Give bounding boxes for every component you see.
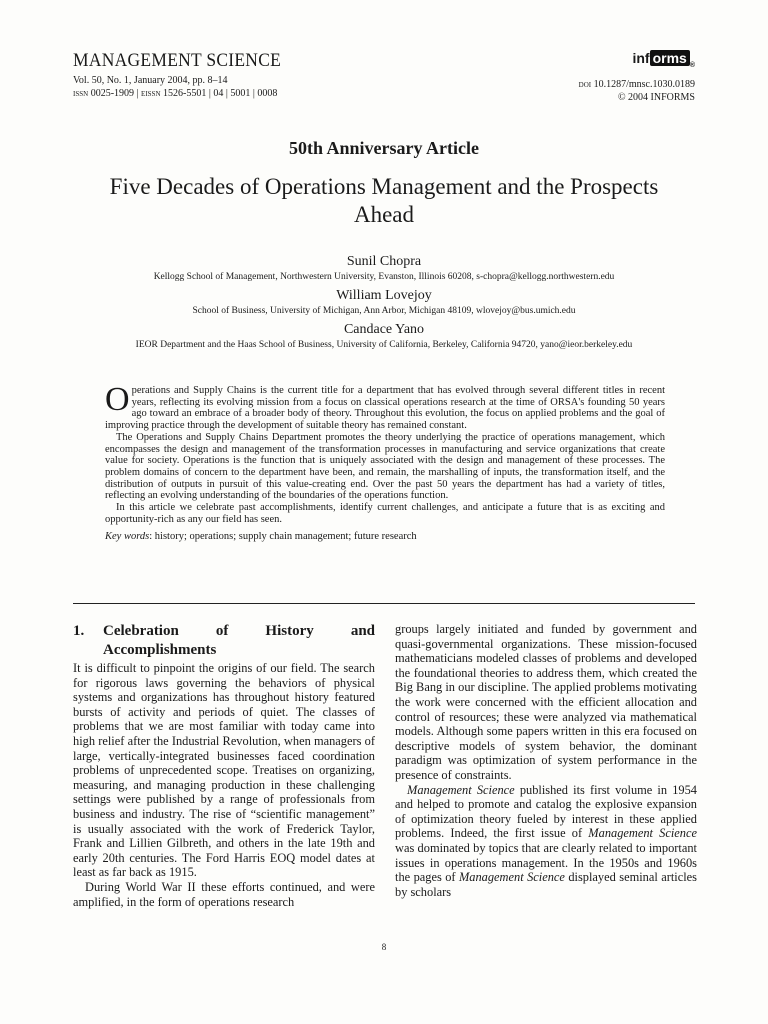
body-column-right [395,622,697,899]
copyright: © 2004 INFORMS [617,92,695,103]
issn-value: 0025-1909 [90,88,135,99]
doi-value: 10.1287/mnsc.1030.0189 [593,79,695,90]
author-name: William Lovejoy [336,288,432,303]
drop-cap: O [105,381,130,418]
logo-left-text: inf [632,50,650,66]
abstract-paragraph: The Operations and Supply Chains Department promotes the theory underlying the practice of operations management, which encompasses the design and management of the transformation processes in manufacturing and service organizations that create value for society. Operations is the function that is uniquely associated with the design and management of these processes. The problem domains of concern to the department have been, and remain, the marshalling of inputs, the transformation itself, and the distribution of outputs in pursuit of this value-creating end. Over the past 50 years the department has had a variety of titles, reflecting an evolving understanding of the boundaries of the operations function. [105,431,665,502]
page-number: 8 [381,942,387,952]
eissn-label: eissn [141,88,161,99]
author-affiliation: Kellogg School of Management, Northwestern University, Evanston, Illinois 60208, s-chopra@kellogg.northwestern.edu [153,272,615,282]
body-paragraph: It is difficult to pinpoint the origins of our field. The search for rigorous laws governing the behaviors of physical systems and organizations has throughout history featured bursts of activity and periods of quiet. The classes of problems that we are most familiar with today came into high relief after the Industrial Revolution, when managers of large, vertically-integrated businesses faced coordination problems of unprecedented scope. Treatises on organizing, measuring, and managing production in these challenging settings were published by a range of professionals from business and industry. The rise of “scientific management” is usually associated with the work of Frederick Taylor, Frank and Lillien Gilbreth, and others in the late 19th and early 20th centuries. The Ford Harris EOQ model dates at least as far back as 1915. [73,661,375,880]
journal-meta [73,74,277,100]
section-title: Celebration of History and Accomplishments [103,623,375,658]
article-title: Five Decades of Operations Management and the Prospects Ahead [109,174,659,227]
issn-label: issn [73,88,89,99]
section-number: 1. [73,623,85,639]
body-paragraph: Management Science published its first volume in 1954 and helped to promote and catalog the explosive expansion of optimization theory fueled by interest in these applied problems. Indeed, the first issue of Management Science was dominated by topics that are clearly related to important issues in operations management. In the 1950s and 1960s the pages of Management Science displayed seminal articles by scholars [395,782,697,899]
issn-line: issn 0025-1909 | eissn 1526-5501 | 04 | 5001 | 0008 [73,88,278,99]
logo-right-text: orms [650,50,690,66]
abstract-paragraph: In this article we celebrate past accomplishments, identify current challenges, and anticipate a future that is as exciting and opportunity-rich as any our field has seen. [105,502,665,525]
doi-block [579,78,695,104]
author-affiliation: IEOR Department and the Haas School of Business, University of California, Berkeley, California 94720, yano@ieor.berkeley.edu [135,340,633,350]
body-paragraph: During World War II these efforts continued, and were amplified, in the form of operations research [73,879,375,909]
article-kicker: 50th Anniversary Article [289,138,479,158]
section-divider [73,603,695,604]
body-paragraph: groups largely initiated and funded by government and quasi-governmental organizations. These mission-focused mathematicians modeled classes of problems and developed the foundational theories to address them, which created the Big Bang in our discipline. The applied problems motivating the work were concerned with the efficient allocation and control of resources; these were analyzed via mathematical models. Although some papers written in this era focused on descriptive models of system behavior, the dominant paradigm was optimization of system performance in the presence of constraints. [395,622,697,782]
informs-logo [632,50,695,69]
doi-label: doi [578,79,592,90]
keywords: Key words: history; operations; supply chain management; future research [105,531,417,543]
body-column-left [73,622,375,909]
section-heading [73,622,375,660]
eissn-value: 1526-5501 | 04 | 5001 | 0008 [163,88,278,99]
abstract-paragraph: Operations and Supply Chains is the current title for a department that has evolved through several different titles in recent years, reflecting its evolving mission from a focus on classical operations research at the time of ORSA's founding 50 years ago toward an embrace of a broader body of theory. Throughout this evolution, the focus on applied problems and the goal of improving practice through the development of suitable theory has remained constant. [105,381,665,432]
author-name: Candace Yano [343,322,425,337]
registered-mark: ® [689,61,695,69]
keywords-label: Key words [105,531,150,543]
keywords-list: history; operations; supply chain management; future research [154,531,417,543]
author-affiliation: School of Business, University of Michigan, Ann Arbor, Michigan 48109, wlovejoy@bus.umich.edu [192,306,576,316]
abstract [105,381,665,543]
author-name: Sunil Chopra [346,254,422,269]
journal-name: MANAGEMENT SCIENCE [73,50,282,71]
volume-line: Vol. 50, No. 1, January 2004, pp. 8–14 [73,75,228,86]
